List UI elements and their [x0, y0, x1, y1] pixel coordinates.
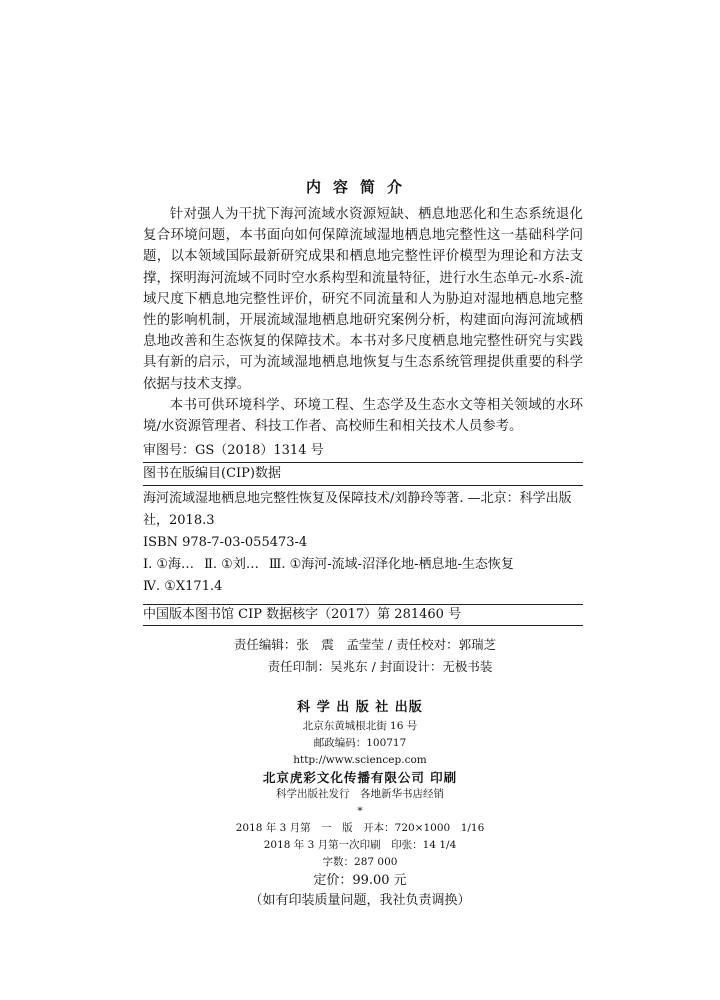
- publisher-postcode: 邮政编码：100717: [313, 737, 407, 749]
- cip-check-number: 中国版本图书馆 CIP 数据核字（2017）第 281460 号: [143, 604, 583, 626]
- cip-block: [143, 440, 583, 626]
- quality-notice: （如有印装质量问题，我社负责调换）: [249, 893, 471, 908]
- publication-info: [0, 698, 720, 911]
- summary-paragraph-2: 本书可供环境科学、环境工程、生态学及生态水文等相关领域的水环境/水资源管理者、科技工作者、高校师生和相关技术人员参考。: [143, 397, 583, 435]
- classification-4: Ⅳ. ①X171.4: [143, 579, 223, 594]
- classification-1: Ⅰ. ①海…: [143, 557, 195, 572]
- map-review-number: 审图号：GS（2018）1314 号: [143, 443, 324, 458]
- publisher-url: http://www.sciencep.com: [293, 754, 427, 766]
- credits-line-2: 责任印制：吴兆东 / 封面设计：无极书装: [267, 659, 493, 674]
- cip-entry: [143, 485, 583, 598]
- summary-text: [143, 204, 583, 437]
- summary-title: 内容简介: [305, 178, 414, 196]
- publisher-name: 科 学 出 版 社 出版: [297, 700, 423, 715]
- printer-name: 北京虎彩文化传播有限公司 印刷: [262, 770, 458, 785]
- classification-row: [143, 554, 583, 576]
- price: 定价：99.00 元: [313, 873, 407, 888]
- cip-header: 图书在版编目(CIP)数据: [143, 462, 583, 485]
- cip-entry-line-1: 海河流域湿地栖息地完整性恢复及保障技术/刘静玲等著. —北京：科学出版: [143, 491, 572, 506]
- distribution-info: 科学出版社发行 各地新华书店经销: [276, 788, 444, 800]
- publisher-address: 北京东黄城根北街 16 号: [302, 720, 418, 732]
- editorial-credits: [0, 634, 720, 678]
- edition-info: 2018 年 3 月第 一 版 开本：720×1000 1/16: [235, 822, 485, 834]
- isbn: ISBN 978-7-03-055473-4: [143, 535, 308, 550]
- word-count: 字数：287 000: [322, 856, 398, 868]
- credits-line-1: 责任编辑：张 震 孟莹莹 / 责任校对：郭瑞芝: [233, 637, 497, 652]
- separator-star: *: [357, 805, 363, 817]
- cip-entry-line-2: 社，2018.3: [143, 513, 215, 528]
- classification-2: Ⅱ. ①刘…: [204, 557, 259, 572]
- printing-info: 2018 年 3 月第一次印刷 印张：14 1/4: [263, 839, 457, 851]
- summary-paragraph-1: 针对强人为干扰下海河流域水资源短缺、栖息地恶化和生态系统退化复合环境问题，本书面向如何保障流域湿地栖息地完整性这一基础科学问题，以本领域国际最新研究成果和栖息地完整性评价模型为理论和方法支撑，探明海河流域不同时空水系构型和流量特征，进行水生态单元-水系-流域尺度下栖息地完整性评价，研究不同流量和人为胁迫对湿地栖息地完整性的影响机制，开展流域湿地栖息地研究案例分析，构建面向海河流域栖息地改善和生态恢复的保障技术。本书对多尺度栖息地完整性研究与实践具有新的启示，可为流域湿地栖息地恢复与生态系统管理提供重要的科学依据与技术支撑。: [143, 207, 583, 392]
- classification-3: Ⅲ. ①海河-流域-沼泽化地-栖息地-生态恢复: [268, 557, 514, 572]
